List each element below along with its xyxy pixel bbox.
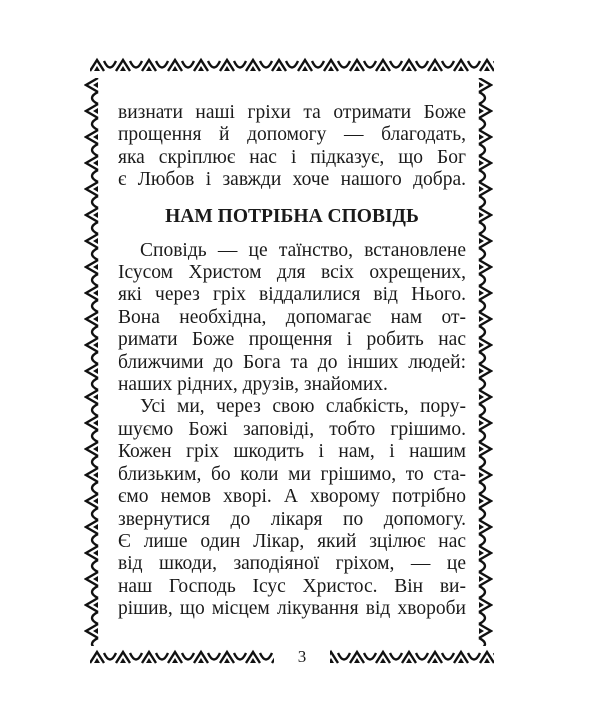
text-line: ємо немов хворі. А хворому потрібно xyxy=(118,486,466,508)
ornament-border-top xyxy=(90,56,494,74)
text-line: шуємо Божі заповіді, тобто грішимо. xyxy=(118,418,466,440)
text-line: наш Господь Ісус Христос. Він ви- xyxy=(118,575,466,597)
text-line: яка скріплює нас і підказує, що Бог xyxy=(118,146,466,168)
text-line: визнати наші гріхи та отримати Боже xyxy=(118,102,466,123)
text-line: Вона необхідна, допомагає нам от- xyxy=(118,306,466,328)
ornament-border-left xyxy=(84,78,100,646)
ornament-border-right xyxy=(477,78,493,646)
text-line: які через гріх віддалилися від Нього. xyxy=(118,284,466,306)
paragraph-intro xyxy=(118,102,466,192)
text-line: від шкоди, заподіяної гріхом, — це xyxy=(118,553,466,575)
text-line: наших рідних, друзів, знайомих. xyxy=(118,374,388,396)
text-line: рішив, що місцем лікування від хвороби xyxy=(118,598,466,620)
page-body xyxy=(118,102,466,621)
text-line: є Любов і завжди хоче нашого добра. xyxy=(118,169,466,191)
section-heading: НАМ ПОТРІБНА СПОВІДЬ xyxy=(165,205,419,227)
text-line: Сповідь — це таїнство, встановлене xyxy=(140,239,466,261)
text-line: Усі ми, через свою слабкість, пору- xyxy=(140,396,466,418)
text-line: ближчими до Бога та до інших людей: xyxy=(118,351,466,373)
text-line: римати Боже прощення і робить нас xyxy=(118,329,466,351)
text-line: Кожен гріх шкодить і нам, і нашим xyxy=(118,441,466,463)
paragraph-2 xyxy=(118,396,466,620)
paragraph-1 xyxy=(118,240,466,397)
text-line: Є лише один Лікар, який зцілює нас xyxy=(118,530,466,552)
text-line: близьким, бо коли ми грішимо, то ста- xyxy=(118,463,466,485)
text-line: прощення й допомогу — благодать, xyxy=(118,124,466,146)
text-line: Ісусом Христом для всіх охрещених, xyxy=(118,262,466,284)
text-line: звернутися до лікаря по допомогу. xyxy=(118,508,466,530)
page-number: 3 xyxy=(274,645,330,669)
